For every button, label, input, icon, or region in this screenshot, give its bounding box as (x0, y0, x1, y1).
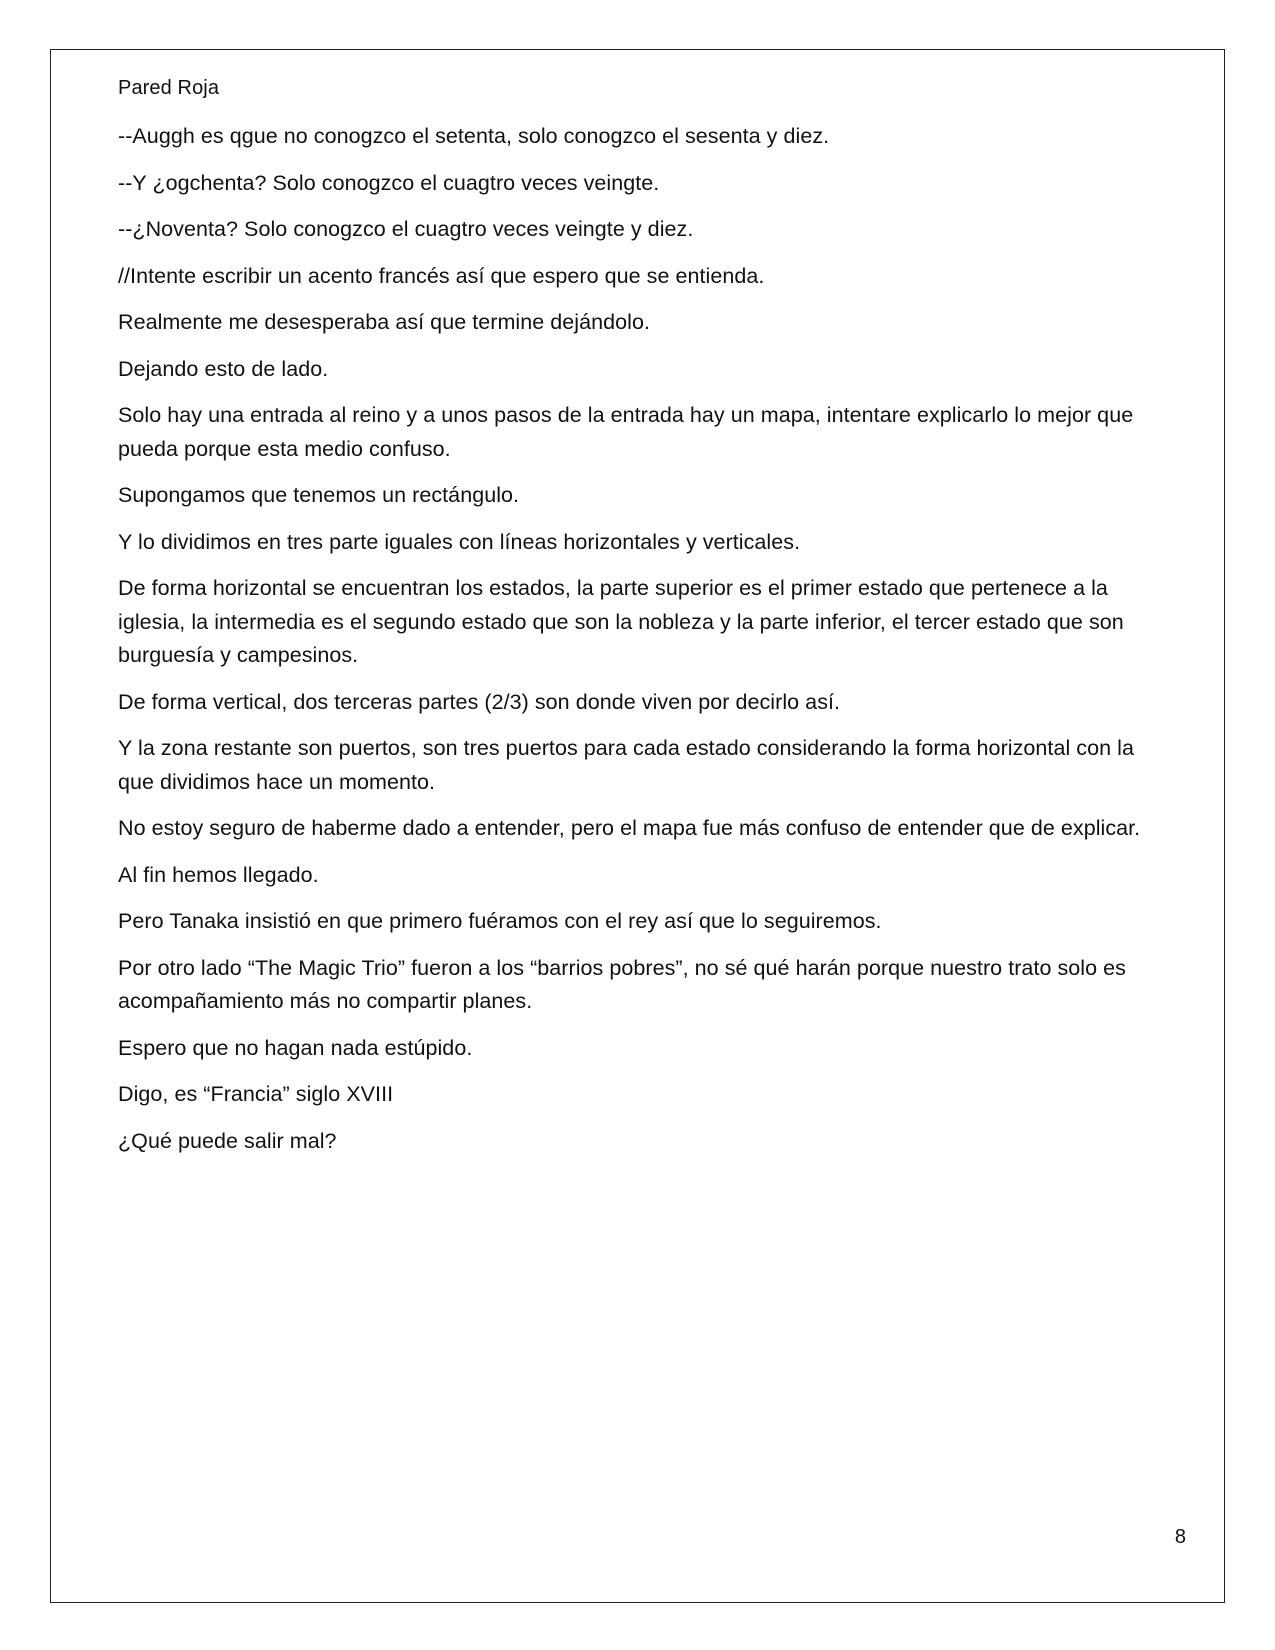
paragraph: Por otro lado “The Magic Trio” fueron a los “barrios pobres”, no sé qué harán porque nuestro trato solo es acompañamiento más no compartir planes. (118, 955, 1126, 1013)
paragraph: --Y ¿ogchenta? Solo conogzco el cuagtro veces veingte. (118, 170, 660, 195)
page-header: Pared Roja (118, 77, 220, 99)
paragraph: Espero que no hagan nada estúpido. (118, 1035, 473, 1060)
paragraph: Supongamos que tenemos un rectángulo. (118, 483, 520, 507)
paragraph: Solo hay una entrada al reino y a unos pasos de la entrada hay un mapa, intentare explicarlo lo mejor que pueda porque esta medio confuso. (118, 403, 1134, 461)
paragraph: Dejando esto de lado. (118, 356, 329, 381)
paragraph: Al fin hemos llegado. (118, 862, 319, 887)
paragraph: Y la zona restante son puertos, son tres puertos para cada estado considerando la forma horizontal con la que dividimos hace un momento. (118, 736, 1134, 794)
paragraph: --Auggh es qgue no conogzco el setenta, solo conogzco el sesenta y diez. (118, 124, 830, 148)
paragraph: --¿Noventa? Solo conogzco el cuagtro veces veingte y diez. (118, 217, 694, 241)
paragraph: De forma horizontal se encuentran los estados, la parte superior es el primer estado que pertenece a la iglesia, la intermedia es el segundo estado que son la nobleza y la parte inferior, el tercer estado que son burguesía y campesinos. (118, 576, 1124, 667)
paragraph: Y lo dividimos en tres parte iguales con líneas horizontales y verticales. (118, 529, 801, 554)
document-body (118, 120, 1158, 1171)
page-number: 8 (1174, 1526, 1186, 1548)
paragraph: No estoy seguro de haberme dado a entender, pero el mapa fue más confuso de entender que de explicar. (118, 816, 1141, 840)
paragraph: Digo, es “Francia” siglo XVIII (118, 1082, 394, 1106)
paragraph: Realmente me desesperaba así que termine dejándolo. (118, 310, 651, 334)
paragraph: //Intente escribir un acento francés así que espero que se entienda. (118, 263, 765, 288)
paragraph: Pero Tanaka insistió en que primero fuéramos con el rey así que lo seguiremos. (118, 909, 882, 933)
paragraph: ¿Qué puede salir mal? (118, 1128, 337, 1153)
paragraph: De forma vertical, dos terceras partes (2/3) son donde viven por decirlo así. (118, 689, 841, 714)
